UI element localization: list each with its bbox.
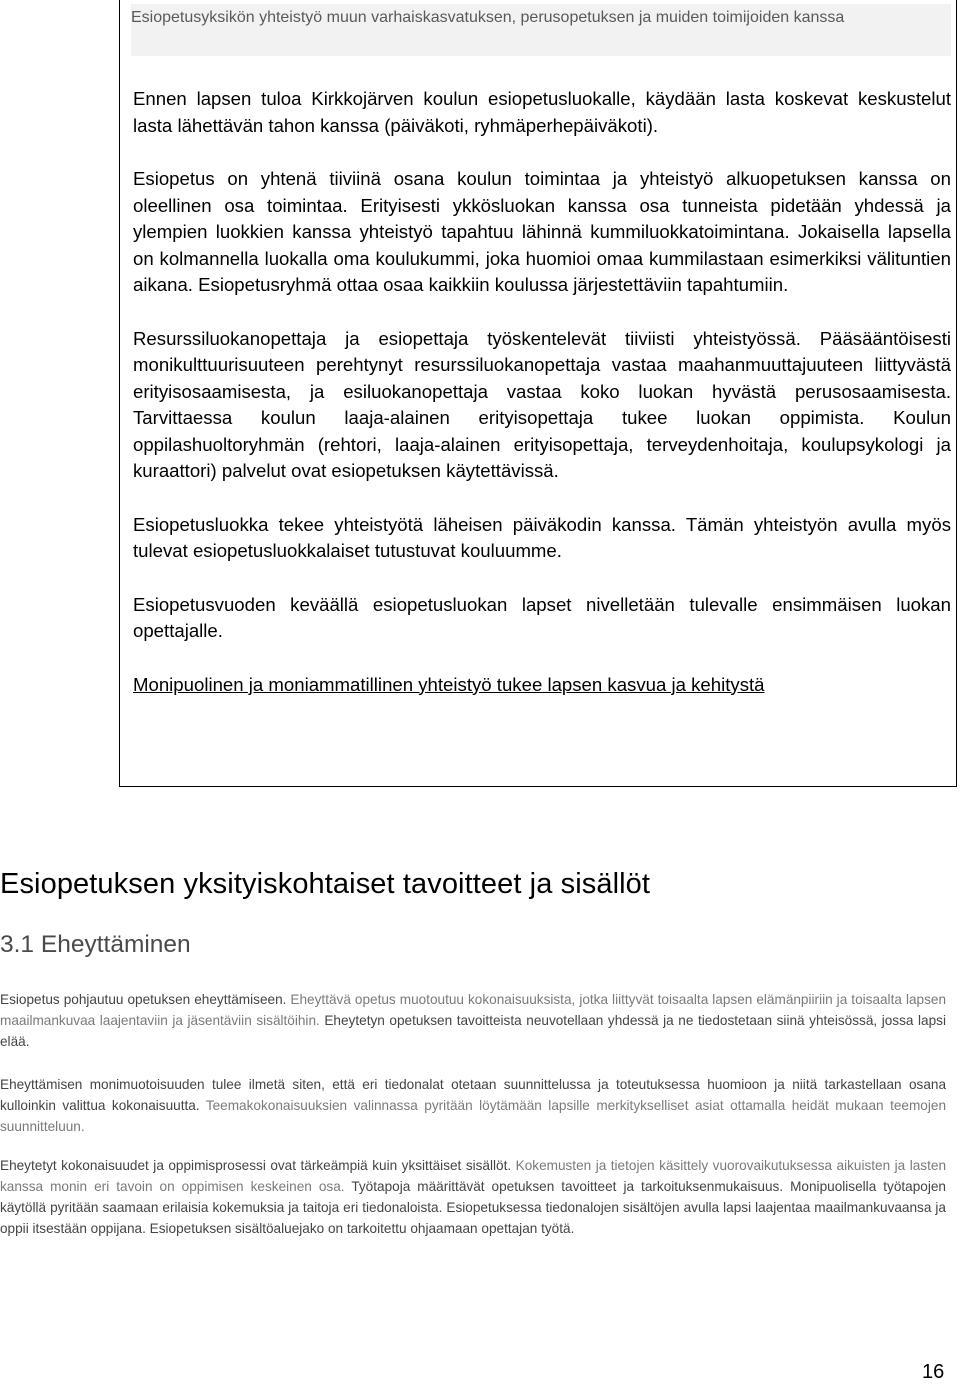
- page-number: 16: [922, 1361, 945, 1383]
- subsection-heading: 3.1 Eheyttäminen: [0, 931, 191, 958]
- small-paragraph-1: [0, 989, 946, 1052]
- sentence: Esiopetus pohjautuu opetuksen eheyttämiseen.: [0, 992, 287, 1007]
- sentence: Eheyttämisen monimuotoisuuden tulee ilmetä siten, että eri tiedonalat otetaan suunnittelussa ja toteutuksessa huomioon ja niitä tarkastellaan osana kulloinkin valittua kokonaisuutta.: [0, 1077, 946, 1113]
- paragraph-2: Esiopetus on yhtenä tiiviinä osana koulun toimintaa ja yhteistyö alkuopetuksen kanssa on oleellinen osa toimintaa. Erityisesti ykkösluokan kanssa osa tunneista pidetään yhdessä ja ylempien luokkien kanssa yhteistyö tapahtuu lähinnä kummiluokkatoimintana. Jokaisella lapsella on kolmannella luokalla oma koulukummi, joka huomioi omaa kummilastaan esimerkiksi välituntien aikana. Esiopetusryhmä ottaa osaa kaikkiin koulussa järjestettäviin tapahtumiin.: [133, 168, 951, 295]
- sentence: Eheyttävä opetus muotoutuu kokonaisuuksista, jotka liittyvät toisaalta lapsen elämänpiiriin ja toisaalta lapsen maailmankuvaa laajentaviin ja jäsentäviin sisältöihin.: [0, 992, 946, 1028]
- sentence: Eheytetyt kokonaisuudet ja oppimisprosessi ovat tärkeämpiä kuin yksittäiset sisällöt.: [0, 1158, 512, 1173]
- small-paragraph-3: [0, 1155, 946, 1239]
- cooperation-box: [119, 0, 957, 787]
- sentence: Työtapoja määrittävät opetuksen tavoitteet ja tarkoituksenmukaisuus. Monipuolisella työtapojen käytöllä pyritään saamaan erilaisia kokemuksia ja taitoja eri tiedonaloista. Esiopetuksessa tiedonalojen sisältöjen avulla lapsi laajentaa maailmankuvaansa ja oppii itsestään oppijana. Esiopetuksen sisältöaluejako on tarkoitettu ohjaamaan opettajan työtä.: [0, 1179, 946, 1236]
- paragraph-4: Esiopetusluokka tekee yhteistyötä läheisen päiväkodin kanssa. Tämän yhteistyön avulla myös tulevat esiopetusluokkalaiset tutustuvat kouluumme.: [133, 513, 951, 561]
- sentence: Teemakokonaisuuksien valinnassa pyritään löytämään lapsille merkitykselliset asiat ottamalla heidät mukaan teemojen suunnitteluun.: [0, 1098, 946, 1134]
- paragraph-6: Monipuolinen ja moniammatillinen yhteistyö tukee lapsen kasvua ja kehitystä: [133, 673, 765, 695]
- paragraph-1: Ennen lapsen tuloa Kirkkojärven koulun esiopetusluokalle, käydään lasta koskevat keskustelut lasta lähettävän tahon kanssa (päiväkoti, ryhmäperhepäiväkoti).: [133, 88, 951, 136]
- sentence: Kokemusten ja tietojen käsittely vuorovaikutuksessa aikuisten ja lasten kanssa monin eri tavoin on oppimisen keskeinen osa.: [0, 1158, 947, 1194]
- section-heading: Esiopetuksen yksityiskohtaiset tavoitteet ja sisällöt: [0, 868, 651, 900]
- box-header: Esiopetusyksikön yhteistyö muun varhaiskasvatuksen, perusopetuksen ja muiden toimijoiden kanssa: [131, 4, 951, 56]
- sentence: Eheytetyn opetuksen tavoitteista neuvotellaan yhdessä ja ne tiedostetaan siinä yhteisössä, jossa lapsi elää.: [0, 1013, 946, 1049]
- paragraph-3: Resurssiluokanopettaja ja esiopettaja työskentelevät tiiviisti yhteistyössä. Pääsääntöisesti monikulttuurisuuteen perehtynyt resurssiluokanopettaja vastaa maahanmuuttajuuteen liittyvästä erityisosaamisesta, ja esiluokanopettaja vastaa koko luokan hyvästä perusosaamisesta. Tarvittaessa koulun laaja-alainen erityisopettaja tukee luokan oppimista. Koulun oppilashuoltoryhmän (rehtori, laaja-alainen erityisopettaja, terveydenhoitaja, koulupsykologi ja kuraattori) palvelut ovat esiopetuksen käytettävissä.: [133, 327, 951, 481]
- paragraph-5: Esiopetusvuoden keväällä esiopetusluokan lapset nivelletään tulevalle ensimmäisen luokan opettajalle.: [133, 593, 951, 641]
- small-paragraph-2: [0, 1074, 946, 1137]
- box-body: [133, 86, 951, 698]
